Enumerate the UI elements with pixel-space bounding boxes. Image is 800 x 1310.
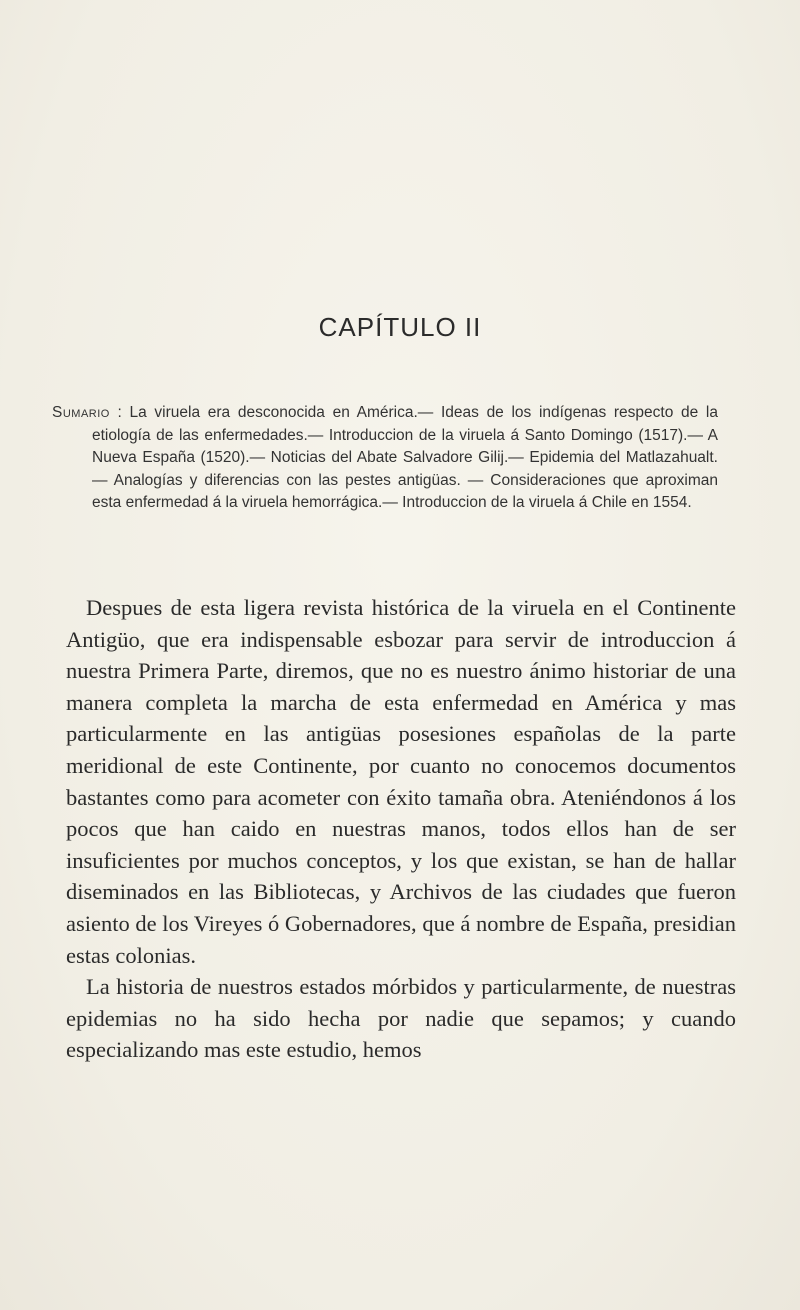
body-paragraph-1: Despues de esta ligera revista histórica de la viruela en el Continente Antigüo, que era indispensable esbozar para servir de introduccion á nuestra Primera Parte, diremos, que no es nuestro ánimo historiar de una manera completa la marcha de esta enfermedad en América y mas particularmente en las antigüas posesiones españolas de la parte meridional de este Continente, por cuanto no conocemos documentos bastantes como para acometer con éxito tamaña obra. Ateniéndonos á los pocos que han caido en nuestras manos, todos ellos han de ser insuficientes por muchos conceptos, y los que existan, se han de hallar diseminados en las Bibliotecas, y Archivos de las ciudades que fueron asiento de los Vireyes ó Gobernadores, que á nombre de España, presidian estas colonias. (66, 595, 736, 968)
summary-separator: : (109, 404, 130, 421)
chapter-body (66, 592, 736, 1066)
chapter-summary (52, 402, 718, 515)
summary-text: La viruela era desconocida en América.— Ideas de los indígenas respecto de la etiología de las enfermedades.— Introduccion de la viruela á Santo Domingo (1517).— A Nueva España (1520).— Noticias del Abate Salvadore Gilij.— Epidemia del Matlazahualt.— Analogías y diferencias con las pestes antigüas. — Consideraciones que aproximan esta enfermedad á la viruela hemorrágica.— Introduccion de la viruela á Chile en 1554. (92, 404, 718, 512)
summary-label: Sumario (52, 404, 110, 421)
chapter-title: CAPÍTULO II (318, 312, 482, 342)
body-paragraph-2: La historia de nuestros estados mórbidos y particularmente, de nuestras epidemias no ha sido hecha por nadie que sepamos; y cuando especializando mas este estudio, hemos (66, 974, 736, 1063)
